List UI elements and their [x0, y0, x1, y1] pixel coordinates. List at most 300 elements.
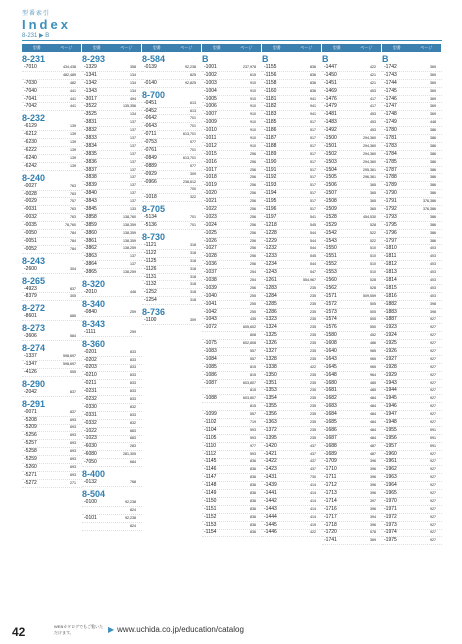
page-ref: 484 — [370, 420, 376, 425]
column-header-label: 型番 — [32, 45, 41, 50]
index-row — [82, 245, 142, 253]
model-number: -1971 — [384, 505, 397, 512]
page-ref: 386 — [430, 183, 436, 188]
index-row — [22, 139, 82, 147]
page-ref: 763 — [70, 207, 76, 212]
index-row — [322, 143, 382, 151]
index-row — [322, 111, 382, 119]
model-number: -1789 — [384, 182, 397, 189]
index-row — [262, 277, 322, 285]
page-ref: 259 — [130, 309, 136, 314]
page-ref: 139 — [70, 163, 76, 168]
index-row — [322, 419, 382, 427]
index-row — [202, 459, 262, 467]
page-ref: 484 — [370, 404, 376, 409]
model-number: -5272 — [24, 479, 37, 486]
index-row — [322, 103, 382, 111]
index-row — [202, 174, 262, 182]
model-number: -1023 — [204, 213, 217, 220]
model-number: -0966 — [144, 178, 157, 185]
index-row — [22, 369, 82, 377]
page-ref: 927 — [430, 325, 436, 330]
page-ref: 236,612 — [183, 179, 196, 184]
model-number: -1234 — [264, 261, 277, 268]
index-row — [262, 230, 322, 238]
model-number: -5208 — [24, 416, 37, 423]
index-row — [322, 427, 382, 435]
index-row — [22, 64, 82, 72]
index-row — [382, 435, 442, 443]
index-row — [22, 440, 82, 448]
page-ref: 768 — [130, 480, 136, 485]
column-header-label: ページ — [360, 45, 373, 50]
model-number: -1576 — [324, 324, 337, 331]
page-ref: 591 — [430, 427, 436, 432]
index-row — [22, 389, 82, 397]
index-row — [142, 222, 202, 230]
page-ref: 910 — [250, 112, 256, 117]
page-ref: 437 — [310, 467, 316, 472]
index-row — [22, 131, 82, 139]
index-row — [82, 372, 142, 380]
model-number: -3834 — [84, 142, 97, 149]
index-row — [322, 174, 382, 182]
index-row — [322, 253, 382, 261]
model-number: -1687 — [324, 434, 337, 441]
section-heading: 8-231 — [22, 54, 46, 64]
index-row — [22, 191, 82, 199]
index-columns — [22, 44, 442, 545]
index-row — [262, 261, 322, 269]
page-ref: 927 — [430, 388, 436, 393]
page-ref: 927 — [430, 467, 436, 472]
index-row — [82, 135, 142, 143]
model-number: -1026 — [204, 237, 217, 244]
model-number: -1148 — [204, 482, 217, 489]
page-ref: 941 — [310, 104, 316, 109]
index-row — [22, 163, 82, 171]
page-ref: 403 — [430, 254, 436, 259]
model-number: -3864 — [84, 261, 97, 268]
page-ref: 613,701 — [183, 132, 196, 137]
index-row — [202, 222, 262, 230]
model-number: -1037 — [204, 269, 217, 276]
page-ref: 487 — [370, 451, 376, 456]
page-ref: 318 — [190, 258, 196, 263]
catalog-url[interactable]: ▶ www.uchida.co.jp/education/catalog — [108, 625, 244, 634]
index-row — [382, 143, 442, 151]
model-number: -1785 — [384, 158, 397, 165]
model-number: -1261 — [264, 276, 277, 283]
page-ref: 836 — [310, 88, 316, 93]
index-row — [322, 522, 382, 530]
model-number: -7041 — [24, 95, 37, 102]
column-header — [142, 44, 201, 52]
model-number: -0203 — [84, 364, 97, 371]
page-ref: 485 — [370, 388, 376, 393]
model-number: -0050 — [24, 229, 37, 236]
model-number: -1192 — [264, 174, 277, 181]
index-row — [22, 183, 82, 191]
page-ref: 584 — [70, 334, 76, 339]
column-header — [382, 44, 441, 52]
model-number: -1286 — [264, 308, 277, 315]
index-row — [22, 147, 82, 155]
page-ref: 414 — [310, 483, 316, 488]
model-number: -1508 — [324, 198, 337, 205]
model-number: -1741 — [324, 537, 337, 544]
model-number: -1328 — [264, 355, 277, 362]
model-number: -3835 — [84, 150, 97, 157]
index-row — [322, 451, 382, 459]
page-ref: 318 — [190, 242, 196, 247]
index-row — [262, 514, 322, 522]
model-number: -1006 — [204, 103, 217, 110]
page-ref: 482,489 — [63, 72, 76, 77]
page-ref: 256 — [250, 238, 256, 243]
model-number: -1019 — [204, 182, 217, 189]
index-row — [202, 419, 262, 427]
model-number: -2600 — [24, 265, 37, 272]
page-ref: 593 — [250, 435, 256, 440]
model-number: -1132 — [144, 281, 157, 288]
page-ref: 545 — [310, 254, 316, 259]
model-number: -1560 — [324, 276, 337, 283]
page-ref: 235 — [310, 309, 316, 314]
page-ref: 138,359 — [123, 230, 136, 235]
index-row — [22, 246, 82, 254]
model-number: -1111 — [84, 328, 96, 335]
index-row — [262, 143, 322, 151]
index-row — [202, 127, 262, 135]
page-ref: 598,697 — [63, 354, 76, 359]
page-ref: 255 — [250, 309, 256, 314]
index-row — [262, 88, 322, 96]
model-number: -6129 — [24, 123, 37, 130]
model-number: -1781 — [384, 134, 397, 141]
index-row — [262, 159, 322, 167]
model-number: -1964 — [384, 482, 397, 489]
model-number: -0753 — [144, 139, 157, 146]
index-row — [322, 356, 382, 364]
page-ref: 369 — [430, 72, 436, 77]
model-number: -5209 — [24, 424, 37, 431]
index-row — [142, 289, 202, 297]
column-header-label: ページ — [120, 45, 133, 50]
index-row — [382, 253, 442, 261]
model-number: -0139 — [144, 63, 157, 70]
index-row — [82, 151, 142, 159]
index-row — [202, 214, 262, 222]
index-row — [382, 340, 442, 348]
index-row — [202, 380, 262, 388]
page-ref: 256 — [250, 222, 256, 227]
page-ref: 977 — [250, 443, 256, 448]
model-number: -1020 — [204, 190, 217, 197]
page-ref: 386 — [430, 222, 436, 227]
model-number: -1883 — [384, 308, 397, 315]
model-number: -1945 — [384, 395, 397, 402]
index-row — [322, 530, 382, 538]
index-row — [322, 537, 382, 545]
model-number: -1608 — [324, 340, 337, 347]
column-header-label: ページ — [300, 45, 313, 50]
index-column — [82, 44, 142, 545]
page-ref: 437 — [310, 443, 316, 448]
page-ref: 825 — [190, 72, 196, 77]
page-ref: 134 — [130, 88, 136, 93]
model-number: -1812 — [384, 261, 397, 268]
page-ref: 294,360 — [363, 159, 376, 164]
column-header-label: 型番 — [332, 45, 341, 50]
section-heading: 8-293 — [82, 54, 106, 64]
model-number: -1075 — [204, 340, 217, 347]
index-row — [22, 432, 82, 440]
index-row — [322, 466, 382, 474]
page-ref: 815 — [250, 364, 256, 369]
section-heading: 8-243 — [22, 255, 46, 266]
index-row — [82, 451, 142, 459]
page-ref: 365 — [370, 191, 376, 196]
model-number: -1086 — [204, 371, 217, 378]
index-row — [202, 443, 262, 451]
index-row — [22, 480, 82, 488]
page-ref: 701 — [190, 124, 196, 129]
model-number: -5259 — [24, 456, 37, 462]
page-ref: 541 — [310, 214, 316, 219]
page-ref: 137 — [130, 191, 136, 196]
page-ref: 137 — [130, 128, 136, 133]
index-row — [382, 230, 442, 238]
index-row — [82, 436, 142, 444]
model-number: -1963 — [384, 474, 397, 481]
page-ref: 235 — [310, 356, 316, 361]
page-ref: 235 — [310, 412, 316, 417]
page-ref: 730 — [310, 475, 316, 480]
index-row — [82, 349, 142, 357]
section-heading: 8-700 — [142, 89, 166, 100]
model-number: -1744 — [384, 79, 397, 86]
model-number: -3837 — [84, 166, 97, 173]
page-ref: 484 — [370, 435, 376, 440]
page-ref: 927 — [430, 412, 436, 417]
model-number: -1021 — [204, 198, 217, 205]
page-ref: 369 — [430, 64, 436, 69]
model-number: -0761 — [144, 146, 157, 153]
model-number: -1505 — [324, 174, 337, 181]
index-row — [82, 198, 142, 206]
model-number: -1925 — [384, 340, 397, 347]
page-ref: 133 — [130, 206, 136, 211]
column-header-label: 型番 — [212, 45, 221, 50]
index-row — [382, 135, 442, 143]
model-number: -1099 — [204, 411, 217, 418]
page-ref: 927 — [430, 459, 436, 464]
model-number: -1195 — [264, 198, 277, 205]
model-number: -1793 — [384, 213, 397, 220]
page-ref: 235 — [310, 301, 316, 306]
model-number: -1197 — [264, 213, 277, 220]
model-number: -1716 — [324, 505, 337, 512]
index-row — [382, 111, 442, 119]
index-row — [82, 365, 142, 373]
model-number: -6080 — [84, 451, 97, 458]
page-ref: 833 — [130, 397, 136, 401]
index-row — [202, 198, 262, 206]
index-row — [322, 222, 382, 230]
page-ref: 927 — [430, 404, 436, 409]
index-row — [382, 490, 442, 498]
index-row — [202, 277, 262, 285]
model-number: -1797 — [384, 237, 397, 244]
index-row — [82, 443, 142, 451]
page-ref: 294,360 — [363, 135, 376, 140]
index-row — [82, 88, 142, 96]
index-row — [262, 419, 322, 427]
index-row — [262, 135, 322, 143]
model-number: -1481 — [324, 111, 337, 118]
index-row — [22, 198, 82, 206]
model-number: -1444 — [264, 513, 277, 520]
page-ref: 403 — [430, 277, 436, 282]
page-ref: 510 — [370, 254, 376, 259]
model-number: -1743 — [384, 71, 397, 78]
page-ref: 605,602 — [243, 325, 256, 330]
page-ref: 528 — [370, 285, 376, 290]
index-row — [262, 214, 322, 222]
model-number: -0232 — [84, 396, 97, 402]
model-number: -1686 — [324, 426, 337, 433]
model-number: -3606 — [24, 333, 37, 340]
index-row — [22, 361, 82, 369]
page-ref: 505 — [370, 301, 376, 306]
page-ref: 577 — [190, 140, 196, 145]
page-ref: 683 — [130, 436, 136, 441]
page-ref: 591 — [430, 443, 436, 448]
index-row — [22, 72, 82, 80]
model-number: -1363 — [264, 419, 277, 426]
model-number: -1720 — [324, 529, 337, 536]
model-number: -1395 — [264, 434, 277, 441]
arrow-icon: ▶ — [108, 625, 115, 634]
index-row — [382, 96, 442, 104]
index-row — [82, 222, 142, 230]
page-ref: 396 — [370, 483, 376, 488]
section-heading: 8-360 — [82, 338, 106, 349]
index-row — [322, 372, 382, 380]
page-ref: 941 — [310, 112, 316, 117]
page-ref: 448 — [430, 120, 436, 125]
page-ref: 482 — [70, 80, 76, 85]
index-row — [202, 451, 262, 459]
page-ref: 421 — [370, 80, 376, 85]
index-row — [382, 214, 442, 222]
model-number: -5257 — [24, 440, 37, 447]
index-row — [82, 119, 142, 127]
index-row — [382, 167, 442, 175]
index-row — [322, 459, 382, 467]
page-ref: 422 — [310, 530, 316, 535]
model-number: -1036 — [204, 261, 217, 268]
column-header — [262, 44, 321, 52]
model-number: -1018 — [204, 174, 217, 181]
page-ref: 254 — [250, 270, 256, 275]
index-row — [322, 364, 382, 372]
index-row — [322, 64, 382, 72]
page-ref: 446 — [130, 289, 136, 294]
index-row — [82, 459, 142, 467]
page-ref: 134 — [130, 80, 136, 85]
model-number: -1528 — [324, 213, 337, 220]
page-ref: 139 — [70, 132, 76, 137]
model-number: -1329 — [84, 63, 97, 70]
index-row — [262, 395, 322, 403]
page-ref: 517 — [310, 159, 316, 164]
page-ref: 421 — [370, 72, 376, 77]
index-row — [142, 266, 202, 274]
model-number: -7050 — [84, 459, 97, 466]
model-number: -1326 — [264, 340, 277, 347]
model-number: -6030 — [84, 443, 97, 450]
page-ref: 386 — [430, 167, 436, 172]
model-number: -1718 — [324, 521, 337, 528]
model-number: -0331 — [84, 411, 97, 418]
model-number: -1479 — [324, 103, 337, 110]
page-ref: 836 — [310, 64, 316, 69]
index-row — [202, 466, 262, 474]
page-ref: 613 — [190, 100, 196, 105]
model-number: -0330 — [84, 403, 97, 410]
index-row — [382, 301, 442, 309]
model-number: -1196 — [264, 205, 277, 212]
page-ref: 836 — [250, 498, 256, 503]
page-ref: 137 — [130, 120, 136, 125]
model-number: -1542 — [324, 229, 337, 236]
page-ref: 964 — [370, 372, 376, 377]
model-number: -1887 — [384, 316, 397, 323]
model-number: -0451 — [144, 99, 157, 106]
index-row — [322, 395, 382, 403]
model-number: -1010 — [204, 127, 217, 134]
index-row — [22, 123, 82, 131]
index-row — [262, 459, 322, 467]
model-number: -1022 — [204, 205, 217, 212]
index-row — [262, 530, 322, 538]
model-number: -1788 — [384, 174, 397, 181]
model-number: -1712 — [324, 482, 337, 489]
page-ref: 693 — [70, 464, 76, 469]
model-number: -1323 — [264, 316, 277, 323]
model-number: -3838 — [84, 174, 97, 181]
index-row — [382, 514, 442, 522]
page-ref: 517 — [310, 128, 316, 133]
page-ref: 396 — [370, 506, 376, 511]
model-number: -1325 — [264, 332, 277, 339]
index-row — [142, 281, 202, 289]
index-row — [382, 395, 442, 403]
page-ref: 453 — [370, 120, 376, 125]
index-row — [202, 506, 262, 514]
page-ref: 369 — [430, 104, 436, 109]
page-ref: 422 — [370, 64, 376, 69]
index-row — [202, 356, 262, 364]
page-ref: 544 — [310, 230, 316, 235]
index-row — [202, 364, 262, 372]
model-number: -1194 — [264, 190, 277, 197]
column-header — [82, 44, 141, 52]
model-number: -3836 — [84, 158, 97, 165]
column-header-label: ページ — [180, 45, 193, 50]
